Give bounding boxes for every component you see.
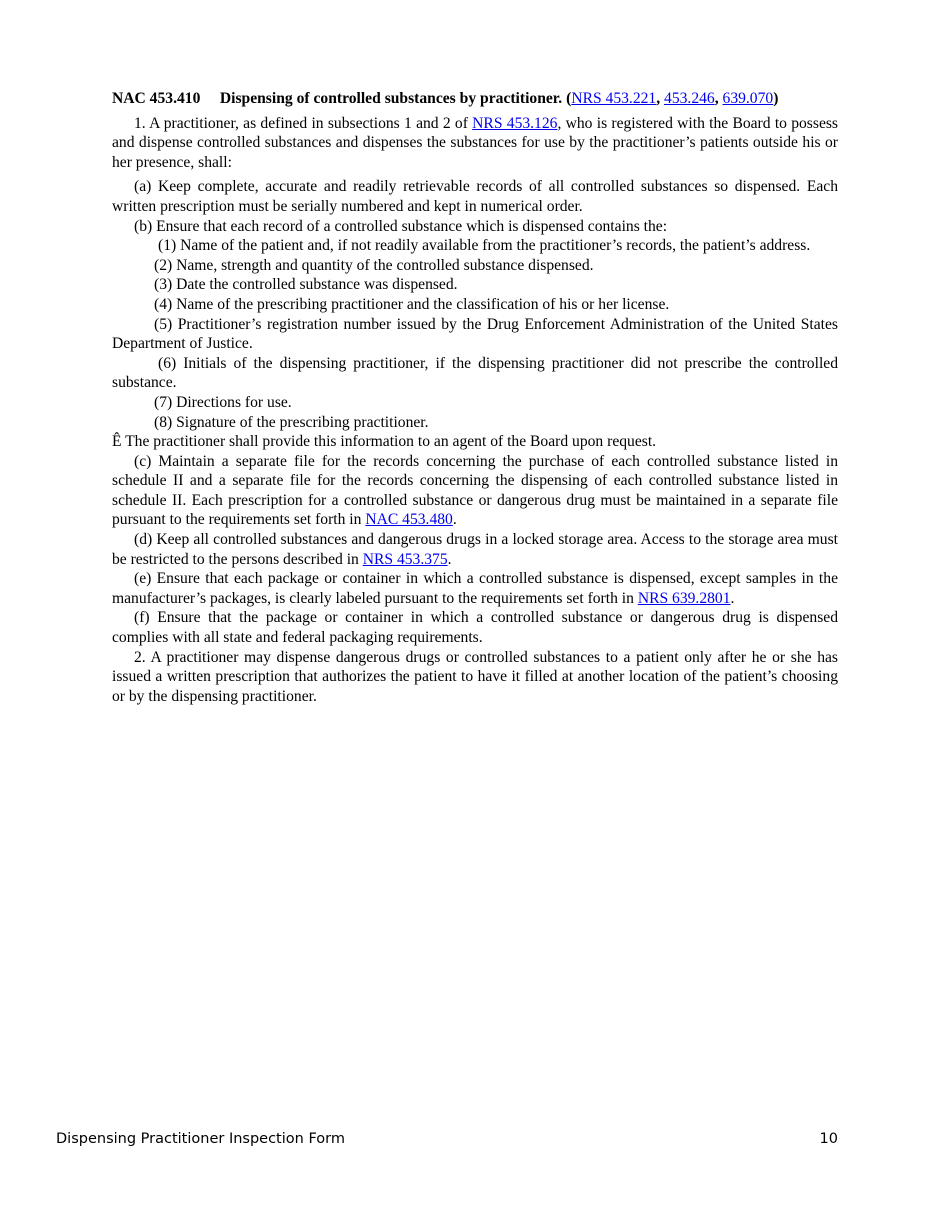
list-item-4: (4) Name of the prescribing practitioner and the classification of his or her license. bbox=[154, 295, 670, 313]
paragraph-1 bbox=[112, 114, 838, 173]
citation-link-nrs-453-126[interactable]: NRS 453.126 bbox=[472, 114, 558, 132]
citation-link-nac-453-480[interactable]: NAC 453.480 bbox=[365, 511, 453, 529]
paragraph-f: (f) Ensure that the package or container in which a controlled substance or dangerous drug is dispensed complies with all state and federal packaging requirements. bbox=[112, 609, 838, 647]
heading-close-paren: ) bbox=[773, 90, 779, 107]
heading-prefix: NAC 453.410 bbox=[112, 90, 201, 107]
paragraph-b: (b) Ensure that each record of a controlled substance which is dispensed contains the: bbox=[134, 217, 668, 235]
document-body bbox=[112, 89, 838, 706]
paragraph-c bbox=[112, 452, 838, 530]
list-item-8: (8) Signature of the prescribing practitioner. bbox=[154, 413, 429, 431]
paragraph-1-text-end: , who is registered with the Board to possess and dispense controlled substances and dispenses the substances for use by the practitioner’s patients outside his or her presence, shall: bbox=[112, 114, 838, 171]
heading-word: of bbox=[296, 90, 310, 107]
heading-word: substances bbox=[384, 90, 456, 107]
paragraph-d bbox=[112, 530, 838, 569]
heading-word: controlled bbox=[313, 90, 381, 107]
list-item-1: (1) Name of the patient and, if not readily available from the practitioner’s records, the patient’s address. bbox=[158, 237, 811, 255]
heading-comma: , bbox=[656, 90, 665, 107]
paragraph-c-text: (c) Maintain a separate file for the records concerning the purchase of each controlled substance listed in schedule II and a separate file for the records concerning the dispensing of each controlled substance listed in schedule II. Each prescription for a controlled substance or dangerous drug must be maintained in a separate file pursuant to the requirements set forth in bbox=[112, 452, 838, 529]
citation-link-453-246[interactable]: 453.246 bbox=[664, 90, 715, 107]
heading-word: Dispensing bbox=[219, 90, 293, 107]
citation-link-639-070[interactable]: 639.070 bbox=[722, 90, 774, 107]
list-item-2: (2) Name, strength and quantity of the controlled substance dispensed. bbox=[154, 256, 594, 274]
list-item-3: (3) Date the controlled substance was dispensed. bbox=[154, 276, 458, 294]
paragraph-e-text: (e) Ensure that each package or container in which a controlled substance is dispensed, except samples in the manufacturer’s packages, is clearly labeled pursuant to the requirements set forth in bbox=[112, 570, 838, 607]
paragraph-a: (a) Keep complete, accurate and readily retrievable records of all controlled substances so dispensed. Each written prescription must be serially numbered and kept in numerical order. bbox=[112, 178, 838, 215]
list-item-6: (6) Initials of the dispensing practitioner, if the dispensing practitioner did not prescribe the controlled substance. bbox=[112, 354, 838, 392]
page-footer bbox=[56, 1131, 838, 1147]
citation-link-nrs-639-2801[interactable]: NRS 639.2801 bbox=[637, 589, 731, 607]
heading-open-paren: ( bbox=[566, 90, 572, 107]
list-item-7: (7) Directions for use. bbox=[154, 393, 292, 411]
board-note: Ê The practitioner shall provide this information to an agent of the Board upon request. bbox=[112, 433, 657, 451]
page-number: 10 bbox=[819, 1131, 838, 1147]
footer-title: Dispensing Practitioner Inspection Form bbox=[56, 1131, 345, 1147]
heading-word: practitioner. bbox=[480, 90, 563, 107]
paragraph-c-text-end: . bbox=[452, 511, 457, 529]
citation-link-nrs-453-221[interactable]: NRS 453.221 bbox=[571, 90, 657, 107]
paragraph-2: 2. A practitioner may dispense dangerous drugs or controlled substances to a patient only after he or she has issued a written prescription that authorizes the patient to have it filled at another location of the patient’s choosing or by the dispensing practitioner. bbox=[112, 648, 838, 705]
paragraph-1-text: 1. A practitioner, as defined in subsections 1 and 2 of bbox=[134, 114, 473, 132]
citation-link-nrs-453-375[interactable]: NRS 453.375 bbox=[362, 550, 448, 568]
heading-comma: , bbox=[714, 90, 723, 107]
paragraph-e bbox=[112, 569, 838, 608]
paragraph-d-text: (d) Keep all controlled substances and dangerous drugs in a locked storage area. Access to the storage area must be restricted to the persons described in bbox=[112, 531, 838, 568]
paragraph-d-text-end: . bbox=[447, 550, 452, 568]
paragraph-e-text-end: . bbox=[730, 589, 735, 607]
section-heading bbox=[112, 89, 838, 109]
heading-word: by bbox=[459, 90, 477, 107]
list-item-5: (5) Practitioner’s registration number issued by the Drug Enforcement Administration of the United States Department of Justice. bbox=[112, 315, 838, 353]
